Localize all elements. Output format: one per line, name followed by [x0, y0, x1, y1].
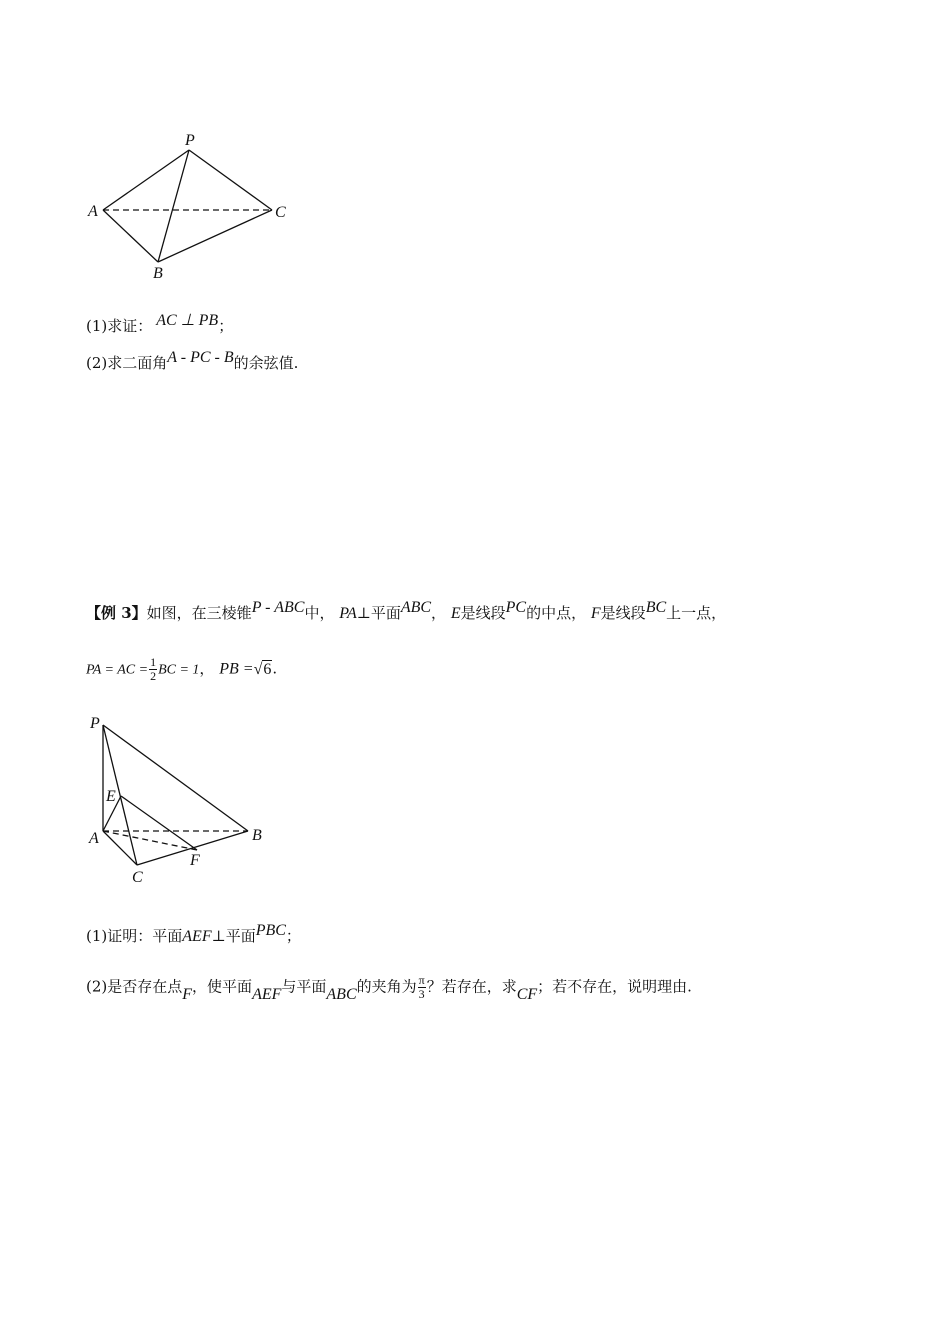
label-A: A: [89, 830, 99, 847]
ex3-math-7: BC: [645, 599, 667, 616]
figure-1-pyramid-diagram: [80, 125, 300, 285]
label-A: A: [88, 203, 98, 220]
example3-conditions: [86, 656, 277, 683]
q1-part1-math: AC ⊥ PB: [156, 312, 219, 329]
example3-statement: [86, 599, 727, 624]
fraction-denominator: 3: [418, 987, 425, 1001]
q1-part2-number: (2): [86, 354, 108, 372]
q2-part1-math-2: PBC: [255, 922, 286, 939]
cond-end: .: [272, 659, 278, 678]
edge-PC: [189, 150, 272, 210]
q2-part2-text-3: 与平面: [281, 977, 327, 996]
ex3-math-6: F: [590, 605, 601, 622]
label-B: B: [153, 265, 163, 282]
ex3-math-3: ABC: [400, 599, 432, 616]
label-P: P: [185, 132, 195, 149]
ex3-math-2: PA: [339, 605, 357, 622]
q2-part2-text-4: 的夹角为: [356, 977, 417, 996]
edge-EF: [121, 796, 197, 850]
ex3-text-5: 是线段: [460, 604, 506, 622]
ex3-math-1: P - ABC: [251, 599, 305, 616]
q2-part1-number: (1): [86, 927, 108, 945]
q2-part2: [86, 974, 692, 1001]
q1-part1-end: ；: [218, 317, 234, 335]
q1-part2-end: 的余弦值.: [233, 354, 299, 372]
edge-BC: [158, 210, 272, 262]
sqrt-six: [254, 659, 273, 680]
ex3-text-3: ⊥平面: [356, 604, 401, 622]
q2-part2-number: (2): [86, 977, 108, 996]
q1-part2: [86, 349, 299, 374]
cond-math-1: PA = AC =: [86, 662, 149, 678]
label-F: F: [190, 852, 200, 869]
fraction-pi-over-three: [418, 974, 426, 1001]
label-P: P: [90, 715, 100, 732]
q2-part2-text-5: ？若存在，求: [426, 977, 517, 996]
q2-part2-math-2: AEF: [252, 985, 282, 1003]
q1-part1: [86, 312, 234, 337]
ex3-text-2: 中，: [304, 604, 335, 622]
ex3-math-4: E: [450, 605, 461, 622]
q2-part1-end: ；: [285, 927, 301, 945]
ex3-text-4: ，: [431, 604, 447, 622]
q2-part2-text-1: 是否存在点: [107, 977, 183, 996]
example-tag: 【例 3】: [86, 604, 147, 622]
q2-part2-math-1: F: [182, 985, 193, 1003]
label-C: C: [132, 869, 143, 886]
fraction-numerator: 1: [150, 655, 157, 669]
ex3-text-8: 上一点，: [666, 604, 727, 622]
q1-part2-math: A - PC - B: [167, 349, 234, 366]
q1-part2-text: 求二面角: [107, 354, 168, 372]
figure-2-pyramid-diagram: [80, 710, 280, 895]
ex3-math-5: PC: [505, 599, 527, 616]
q2-part2-math-4: CF: [516, 985, 538, 1003]
fraction-numerator: π: [418, 973, 425, 987]
ex3-text-7: 是线段: [600, 604, 646, 622]
label-E: E: [106, 788, 116, 805]
edge-AC: [103, 831, 137, 865]
q1-part1-text: 求证：: [107, 317, 153, 335]
edge-PA: [103, 150, 189, 210]
q2-part1: [86, 922, 301, 947]
radical-sign-icon: √: [253, 660, 263, 678]
q2-part2-text-2: ，使平面: [192, 977, 253, 996]
edge-AB: [103, 210, 158, 262]
fraction-denominator: 2: [150, 669, 157, 683]
q1-part1-number: (1): [86, 317, 108, 335]
q2-part1-text-1: 证明：平面: [107, 927, 183, 945]
q2-part1-text-2: ⊥平面: [211, 927, 256, 945]
ex3-text-1: 如图，在三棱锥: [146, 604, 252, 622]
ex3-text-6: 的中点，: [526, 604, 587, 622]
cond-separator: ，: [199, 659, 215, 678]
q2-part2-math-3: ABC: [326, 985, 357, 1003]
cond-math-2: BC = 1: [158, 662, 200, 678]
edge-PB: [158, 150, 189, 262]
fraction-one-half: [149, 656, 157, 683]
label-B: B: [252, 827, 262, 844]
q2-part2-text-6: ；若不存在，说明理由.: [537, 977, 692, 996]
radicand: 6: [263, 660, 272, 678]
cond-math-3: PB =: [219, 660, 254, 678]
label-C: C: [275, 204, 286, 221]
q2-part1-math-1: AEF: [182, 928, 212, 945]
